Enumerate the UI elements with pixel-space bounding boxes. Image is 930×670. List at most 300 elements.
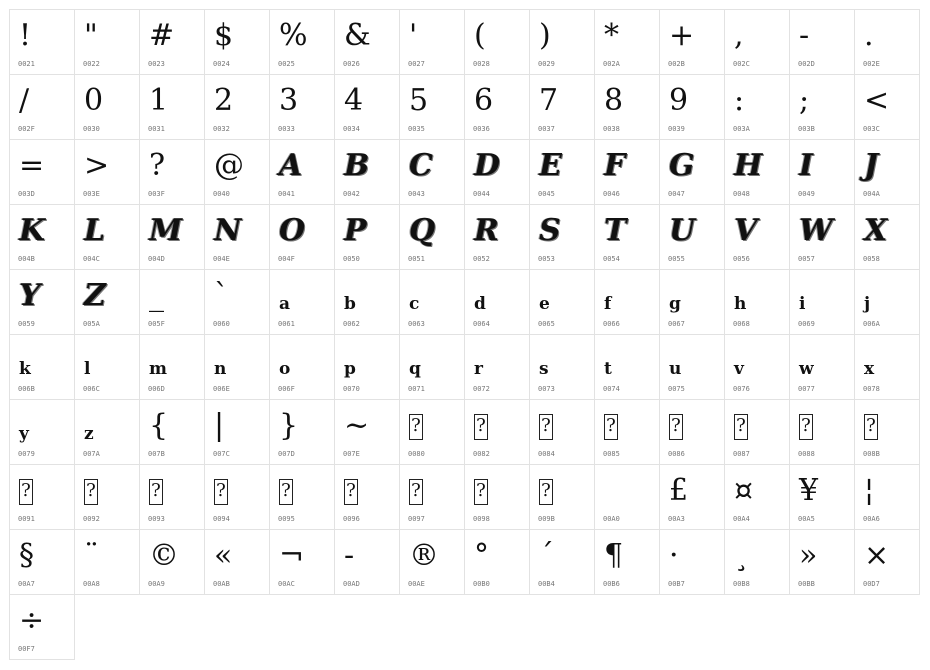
glyph-code-label: 00A5 [798,515,815,523]
glyph-cell-0085[interactable] [594,399,660,465]
glyph-preview: § [19,538,34,573]
glyph-code-label: 0059 [18,320,35,328]
glyph-preview: c [409,294,420,314]
character-grid [9,9,919,659]
glyph-cell-002D[interactable] [789,9,855,75]
glyph-cell-0084[interactable] [529,399,595,465]
glyph-cell-007E[interactable] [334,399,400,465]
glyph-preview: f [604,294,612,314]
glyph-cell-005F[interactable] [139,269,205,335]
glyph-cell-00B6[interactable] [594,529,660,595]
glyph-cell-0025[interactable] [269,9,335,75]
glyph-cell-0077[interactable] [789,334,855,400]
glyph-cell-0057[interactable] [789,204,855,270]
glyph-preview: ? [474,479,488,505]
glyph-preview: ® [409,538,439,573]
glyph-cell-00A0[interactable] [594,464,660,530]
glyph-cell-007A[interactable] [74,399,140,465]
glyph-preview: g [669,294,681,314]
glyph-cell-0033[interactable] [269,74,335,140]
glyph-preview: ` [214,278,229,313]
glyph-code-label: 0037 [538,125,555,133]
glyph-cell-0098[interactable] [464,464,530,530]
glyph-cell-0048[interactable] [724,139,790,205]
glyph-cell-00F7[interactable] [9,594,75,660]
glyph-cell-006C[interactable] [74,334,140,400]
glyph-cell-0069[interactable] [789,269,855,335]
glyph-preview: ¶ [604,538,624,573]
glyph-cell-0027[interactable] [399,9,465,75]
glyph-cell-004B[interactable] [9,204,75,270]
glyph-cell-0028[interactable] [464,9,530,75]
glyph-cell-0034[interactable] [334,74,400,140]
glyph-code-label: 004C [83,255,100,263]
glyph-cell-0032[interactable] [204,74,270,140]
glyph-code-label: 00A6 [863,515,880,523]
glyph-cell-0093[interactable] [139,464,205,530]
glyph-preview: = [19,148,45,183]
glyph-cell-0058[interactable] [854,204,920,270]
glyph-preview: × [864,538,890,573]
glyph-preview: ¤ [734,473,754,508]
glyph-cell-009B[interactable] [529,464,595,530]
glyph-preview: m [149,359,167,379]
glyph-preview: U [669,213,696,248]
glyph-cell-0046[interactable] [594,139,660,205]
glyph-code-label: 003E [83,190,100,198]
glyph-preview: l [84,359,91,379]
glyph-cell-007C[interactable] [204,399,270,465]
glyph-code-label: 002B [668,60,685,68]
glyph-cell-004C[interactable] [74,204,140,270]
glyph-cell-007D[interactable] [269,399,335,465]
glyph-preview: ? [409,479,423,505]
glyph-cell-006A[interactable] [854,269,920,335]
glyph-code-label: 0088 [798,450,815,458]
glyph-cell-002B[interactable] [659,9,725,75]
glyph-code-label: 0070 [343,385,360,393]
glyph-preview: ( [474,18,486,53]
glyph-cell-0076[interactable] [724,334,790,400]
glyph-code-label: 0091 [18,515,35,523]
glyph-code-label: 0042 [343,190,360,198]
glyph-code-label: 0060 [213,320,230,328]
glyph-code-label: 008B [863,450,880,458]
glyph-preview: # [149,18,175,53]
glyph-code-label: 007B [148,450,165,458]
glyph-code-label: 00A8 [83,580,100,588]
glyph-cell-00A4[interactable] [724,464,790,530]
glyph-code-label: 0033 [278,125,295,133]
glyph-preview: « [214,538,233,573]
glyph-preview: i [799,294,806,314]
glyph-cell-0044[interactable] [464,139,530,205]
glyph-code-label: 006B [18,385,35,393]
glyph-code-label: 006C [83,385,100,393]
glyph-preview: 2 [214,83,234,118]
glyph-cell-0062[interactable] [334,269,400,335]
glyph-code-label: 0068 [733,320,750,328]
glyph-code-label: 0051 [408,255,425,263]
glyph-cell-0053[interactable] [529,204,595,270]
glyph-cell-007B[interactable] [139,399,205,465]
glyph-cell-00B8[interactable] [724,529,790,595]
glyph-code-label: 0078 [863,385,880,393]
glyph-cell-004A[interactable] [854,139,920,205]
glyph-preview: 5 [409,83,429,118]
glyph-cell-0086[interactable] [659,399,725,465]
glyph-cell-0047[interactable] [659,139,725,205]
glyph-preview: ? [864,414,878,440]
glyph-code-label: 007D [278,450,295,458]
glyph-preview: V [734,213,758,248]
glyph-preview: K [19,213,46,248]
glyph-preview: t [604,359,612,379]
glyph-code-label: 00A3 [668,515,685,523]
glyph-code-label: 007A [83,450,100,458]
glyph-cell-0096[interactable] [334,464,400,530]
glyph-preview: < [864,83,890,118]
glyph-cell-00D7[interactable] [854,529,920,595]
glyph-preview: G [669,148,695,183]
glyph-preview: ? [539,479,553,505]
glyph-code-label: 0084 [538,450,555,458]
glyph-preview: : [734,83,745,118]
glyph-code-label: 00F7 [18,645,35,653]
glyph-cell-0024[interactable] [204,9,270,75]
glyph-cell-0071[interactable] [399,334,465,400]
glyph-code-label: 0034 [343,125,360,133]
glyph-cell-00A7[interactable] [9,529,75,595]
glyph-preview: . [864,18,874,53]
glyph-cell-005A[interactable] [74,269,140,335]
glyph-code-label: 0030 [83,125,100,133]
glyph-preview: ? [669,414,683,440]
glyph-code-label: 0035 [408,125,425,133]
glyph-code-label: 009B [538,515,555,523]
glyph-code-label: 004E [213,255,230,263]
glyph-cell-0041[interactable] [269,139,335,205]
glyph-code-label: 0023 [148,60,165,68]
glyph-preview: B [344,148,370,183]
glyph-cell-00B4[interactable] [529,529,595,595]
glyph-preview: ? [539,414,553,440]
glyph-preview: W [799,213,833,248]
glyph-preview: ? [149,479,163,505]
glyph-preview: P [344,213,367,248]
glyph-cell-0051[interactable] [399,204,465,270]
glyph-code-label: 0098 [473,515,490,523]
glyph-preview: 6 [474,83,494,118]
glyph-code-label: 0063 [408,320,425,328]
glyph-preview: ¨ [84,538,99,573]
glyph-code-label: 006F [278,385,295,393]
glyph-preview: 3 [279,83,299,118]
glyph-cell-00B7[interactable] [659,529,725,595]
glyph-code-label: 002C [733,60,750,68]
glyph-code-label: 007E [343,450,360,458]
glyph-preview: n [214,359,227,379]
glyph-preview: r [474,359,483,379]
glyph-cell-006E[interactable] [204,334,270,400]
glyph-cell-0056[interactable] [724,204,790,270]
glyph-preview: v [734,359,744,379]
glyph-cell-003D[interactable] [9,139,75,205]
glyph-cell-0073[interactable] [529,334,595,400]
glyph-code-label: 0022 [83,60,100,68]
glyph-preview: ¥ [799,473,819,508]
glyph-preview: ´ [539,538,554,573]
glyph-code-label: 0073 [538,385,555,393]
glyph-cell-0021[interactable] [9,9,75,75]
glyph-cell-0037[interactable] [529,74,595,140]
glyph-cell-004E[interactable] [204,204,270,270]
glyph-code-label: 00B7 [668,580,685,588]
glyph-code-label: 0075 [668,385,685,393]
glyph-preview: ? [19,479,33,505]
glyph-preview: N [214,213,242,248]
glyph-code-label: 006D [148,385,165,393]
glyph-cell-0092[interactable] [74,464,140,530]
glyph-code-label: 0047 [668,190,685,198]
glyph-cell-0066[interactable] [594,269,660,335]
glyph-cell-0067[interactable] [659,269,725,335]
glyph-code-label: 005F [148,320,165,328]
glyph-code-label: 0069 [798,320,815,328]
glyph-code-label: 0038 [603,125,620,133]
glyph-preview: · [669,538,679,573]
glyph-cell-0042[interactable] [334,139,400,205]
glyph-cell-004F[interactable] [269,204,335,270]
glyph-preview: ° [474,538,489,573]
glyph-preview: Y [19,278,41,313]
glyph-code-label: 00D7 [863,580,880,588]
glyph-preview: , [734,18,744,53]
glyph-cell-00B0[interactable] [464,529,530,595]
glyph-preview: } [279,408,299,443]
glyph-preview: x [864,359,875,379]
glyph-cell-0035[interactable] [399,74,465,140]
glyph-preview: L [84,213,106,248]
glyph-preview: ? [344,479,358,505]
glyph-cell-002A[interactable] [594,9,660,75]
glyph-code-label: 004F [278,255,295,263]
glyph-cell-00A5[interactable] [789,464,855,530]
glyph-cell-004D[interactable] [139,204,205,270]
glyph-preview: ? [214,479,228,505]
glyph-preview: ÷ [19,603,45,638]
glyph-code-label: 0079 [18,450,35,458]
glyph-preview: w [799,359,814,379]
glyph-code-label: 004D [148,255,165,263]
glyph-cell-0049[interactable] [789,139,855,205]
glyph-code-label: 00B6 [603,580,620,588]
glyph-cell-00AC[interactable] [269,529,335,595]
glyph-code-label: 0096 [343,515,360,523]
glyph-cell-0045[interactable] [529,139,595,205]
glyph-cell-0026[interactable] [334,9,400,75]
glyph-cell-00A6[interactable] [854,464,920,530]
glyph-cell-006B[interactable] [9,334,75,400]
glyph-cell-0036[interactable] [464,74,530,140]
glyph-preview: E [539,148,562,183]
glyph-preview: H [734,148,763,183]
glyph-cell-003C[interactable] [854,74,920,140]
glyph-preview: j [864,294,871,314]
glyph-code-label: 002F [18,125,35,133]
glyph-code-label: 003A [733,125,750,133]
glyph-preview: h [734,294,747,314]
glyph-cell-0065[interactable] [529,269,595,335]
glyph-code-label: 00A4 [733,515,750,523]
glyph-preview: M [149,213,183,248]
glyph-code-label: 003B [798,125,815,133]
glyph-cell-0088[interactable] [789,399,855,465]
glyph-code-label: 005A [83,320,100,328]
glyph-preview: ¦ [864,473,875,508]
glyph-cell-0070[interactable] [334,334,400,400]
glyph-cell-0097[interactable] [399,464,465,530]
glyph-cell-0055[interactable] [659,204,725,270]
glyph-code-label: 0076 [733,385,750,393]
glyph-preview: 8 [604,83,624,118]
glyph-code-label: 00B4 [538,580,555,588]
glyph-cell-0064[interactable] [464,269,530,335]
glyph-code-label: 0066 [603,320,620,328]
glyph-cell-0091[interactable] [9,464,75,530]
glyph-cell-0079[interactable] [9,399,75,465]
glyph-cell-00A3[interactable] [659,464,725,530]
glyph-preview: ? [279,479,293,505]
glyph-cell-0050[interactable] [334,204,400,270]
glyph-cell-0031[interactable] [139,74,205,140]
glyph-cell-0072[interactable] [464,334,530,400]
glyph-code-label: 0041 [278,190,295,198]
glyph-preview: 9 [669,83,689,118]
glyph-cell-0023[interactable] [139,9,205,75]
glyph-code-label: 006A [863,320,880,328]
glyph-cell-006F[interactable] [269,334,335,400]
glyph-code-label: 004A [863,190,880,198]
glyph-cell-008B[interactable] [854,399,920,465]
glyph-preview: * [604,18,619,53]
glyph-cell-003A[interactable] [724,74,790,140]
glyph-cell-00AE[interactable] [399,529,465,595]
glyph-cell-0074[interactable] [594,334,660,400]
glyph-cell-00AB[interactable] [204,529,270,595]
glyph-preview: d [474,294,486,314]
glyph-preview: _ [149,278,164,313]
glyph-cell-00AD[interactable] [334,529,400,595]
glyph-code-label: 0052 [473,255,490,263]
glyph-code-label: 00AD [343,580,360,588]
glyph-cell-0052[interactable] [464,204,530,270]
glyph-code-label: 0050 [343,255,360,263]
glyph-preview: ? [84,479,98,505]
glyph-cell-003B[interactable] [789,74,855,140]
glyph-code-label: 0074 [603,385,620,393]
glyph-preview: b [344,294,356,314]
glyph-cell-006D[interactable] [139,334,205,400]
glyph-code-label: 0087 [733,450,750,458]
glyph-cell-0038[interactable] [594,74,660,140]
glyph-preview: y [19,424,29,444]
glyph-cell-003F[interactable] [139,139,205,205]
glyph-cell-00A9[interactable] [139,529,205,595]
glyph-preview: X [864,213,888,248]
glyph-code-label: 0057 [798,255,815,263]
glyph-code-label: 0055 [668,255,685,263]
glyph-cell-0030[interactable] [74,74,140,140]
glyph-cell-003E[interactable] [74,139,140,205]
glyph-preview: > [84,148,110,183]
glyph-preview: " [84,18,98,53]
glyph-preview: S [539,213,561,248]
glyph-cell-0054[interactable] [594,204,660,270]
glyph-cell-0060[interactable] [204,269,270,335]
glyph-code-label: 003F [148,190,165,198]
glyph-cell-0061[interactable] [269,269,335,335]
glyph-preview: ? [604,414,618,440]
glyph-code-label: 0040 [213,190,230,198]
glyph-preview: D [474,148,501,183]
glyph-preview: F [604,148,626,183]
glyph-cell-0095[interactable] [269,464,335,530]
glyph-cell-00A8[interactable] [74,529,140,595]
glyph-cell-0075[interactable] [659,334,725,400]
glyph-preview: A [279,148,303,183]
glyph-code-label: 0031 [148,125,165,133]
glyph-preview: ? [409,414,423,440]
glyph-cell-0029[interactable] [529,9,595,75]
glyph-cell-0087[interactable] [724,399,790,465]
glyph-code-label: 0044 [473,190,490,198]
glyph-code-label: 0080 [408,450,425,458]
glyph-cell-0080[interactable] [399,399,465,465]
glyph-cell-002E[interactable] [854,9,920,75]
glyph-preview: J [864,148,879,183]
glyph-cell-0059[interactable] [9,269,75,335]
glyph-cell-0063[interactable] [399,269,465,335]
glyph-code-label: 0028 [473,60,490,68]
glyph-cell-0094[interactable] [204,464,270,530]
glyph-cell-002F[interactable] [9,74,75,140]
glyph-cell-0068[interactable] [724,269,790,335]
glyph-cell-0043[interactable] [399,139,465,205]
glyph-preview: / [19,83,30,118]
glyph-code-label: 0065 [538,320,555,328]
glyph-code-label: 0049 [798,190,815,198]
glyph-code-label: 0064 [473,320,490,328]
glyph-preview: ! [19,18,32,53]
glyph-cell-0022[interactable] [74,9,140,75]
glyph-preview: { [149,408,169,443]
glyph-preview: 0 [84,83,104,118]
glyph-cell-0082[interactable] [464,399,530,465]
glyph-code-label: 0093 [148,515,165,523]
glyph-cell-002C[interactable] [724,9,790,75]
glyph-cell-0039[interactable] [659,74,725,140]
glyph-code-label: 0094 [213,515,230,523]
glyph-preview: C [409,148,433,183]
glyph-code-label: 0067 [668,320,685,328]
glyph-cell-00BB[interactable] [789,529,855,595]
glyph-cell-0040[interactable] [204,139,270,205]
glyph-preview: % [279,18,308,53]
glyph-code-label: 002E [863,60,880,68]
glyph-preview: a [279,294,291,314]
glyph-cell-0078[interactable] [854,334,920,400]
